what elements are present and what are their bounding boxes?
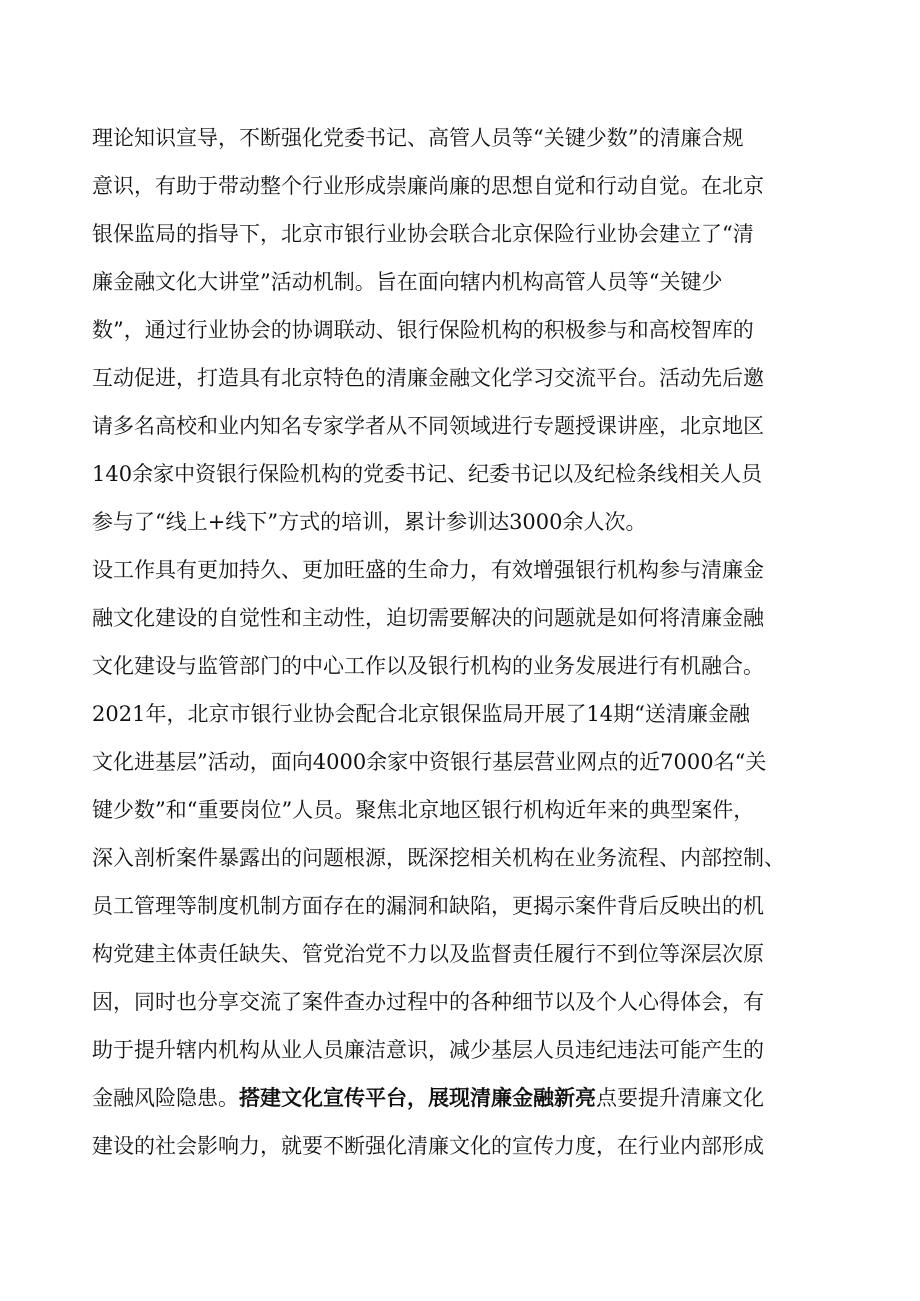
text-line: 数”，通过行业协会的协调联动、银行保险机构的积极参与和高校智库的 bbox=[92, 318, 754, 342]
text-line: 设工作具有更加持久、更加旺盛的生命力，有效增强银行机构参与清廉金 bbox=[92, 558, 764, 582]
section-heading: 搭建文化宣传平台，展现清廉金融新亮 bbox=[239, 1085, 596, 1110]
text-line: 理论知识宣导，不断强化党委书记、高管人员等“关键少数”的清廉合规 bbox=[92, 126, 744, 150]
text-line: 深入剖析案件暴露出的问题根源，既深挖相关机构在业务流程、内部控制、 bbox=[92, 846, 785, 870]
text-line: 构党建主体责任缺失、管党治党不力以及监督责任履行不到位等深层次原 bbox=[92, 942, 764, 966]
text-line: 因，同时也分享交流了案件查办过程中的各种细节以及个人心得体会，有 bbox=[92, 990, 764, 1014]
text-line: 助于提升辖内机构从业人员廉洁意识，减少基层人员违纪违法可能产生的 bbox=[92, 1038, 764, 1062]
text-line: 2021年，北京市银行业协会配合北京银保监局开展了14期“送清廉金融 bbox=[92, 702, 750, 726]
text-line: 键少数”和“重要岗位”人员。聚焦北京地区银行机构近年来的典型案件， bbox=[92, 798, 755, 822]
text-line: 文化进基层”活动，面向4000余家中资银行基层营业网点的近7000名“关 bbox=[92, 750, 767, 774]
text-line: 互动促进，打造具有北京特色的清廉金融文化学习交流平台。活动先后邀 bbox=[92, 366, 764, 390]
text-line: 意识，有助于带动整个行业形成崇廉尚廉的思想自觉和行动自觉。在北京 bbox=[92, 174, 764, 198]
text-line-mixed bbox=[92, 1083, 852, 1113]
text-line: 融文化建设的自觉性和主动性，迫切需要解决的问题就是如何将清廉金融 bbox=[92, 606, 764, 630]
text-line: 文化建设与监管部门的中心工作以及银行机构的业务发展进行有机融合。 bbox=[92, 654, 764, 678]
text-line: 建设的社会影响力，就要不断强化清廉文化的宣传力度，在行业内部形成 bbox=[92, 1134, 764, 1158]
text-segment: 点要提升清廉文化 bbox=[596, 1086, 764, 1110]
text-line: 参与了“线上+线下”方式的培训，累计参训达3000余人次。 bbox=[92, 510, 647, 534]
text-line: 银保监局的指导下，北京市银行业协会联合北京保险行业协会建立了“清 bbox=[92, 222, 754, 246]
text-line: 140余家中资银行保险机构的党委书记、纪委书记以及纪检条线相关人员 bbox=[92, 462, 763, 486]
text-line: 请多名高校和业内知名专家学者从不同领域进行专题授课讲座，北京地区 bbox=[92, 414, 764, 438]
text-line: 员工管理等制度机制方面存在的漏洞和缺陷，更揭示案件背后反映出的机 bbox=[92, 894, 764, 918]
text-segment: 金融风险隐患。 bbox=[92, 1086, 239, 1110]
text-line: 廉金融文化大讲堂”活动机制。旨在面向辖内机构高管人员等“关键少 bbox=[92, 270, 723, 294]
